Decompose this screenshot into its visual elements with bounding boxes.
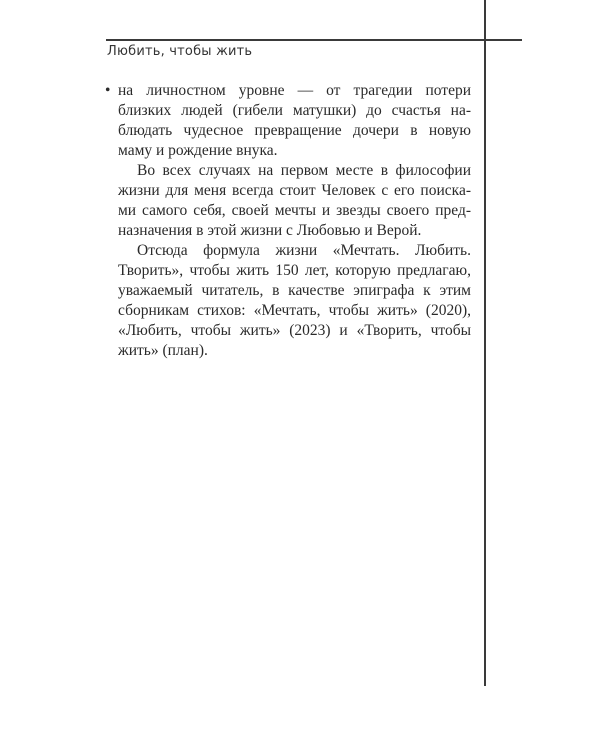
paragraph-1-line-4: назначения в этой жизни с Любовью и Верой.: [118, 222, 422, 239]
paragraph-1-line-3: ми самого себя, своей мечты и звезды своего пред-: [118, 202, 471, 219]
bullet-line-4: маму и рождение внука.: [118, 142, 278, 159]
vertical-rule: [484, 0, 486, 686]
paragraph-2-line-2: Творить», чтобы жить 150 лет, которую предлагаю,: [118, 262, 471, 279]
bullet-line-3: блюдать чудесное превращение дочери в новую: [118, 122, 471, 139]
bullet-line-2: близких людей (гибели матушки) до счастья на-: [118, 102, 471, 119]
paragraph-2-line-3: уважаемый читатель, в качестве эпиграфа к этим: [118, 282, 471, 299]
paragraph-2-line-4: сборникам стихов: «Мечтать, чтобы жить» (2020),: [118, 302, 471, 319]
paragraph-1-line-1: Во всех случаях на первом месте в философии: [137, 162, 471, 179]
paragraph-1-line-2: жизни для меня всегда стоит Человек с его поиска-: [118, 182, 471, 199]
paragraph-1: [118, 161, 471, 241]
paragraph-2-line-1: Отсюда формула жизни «Мечтать. Любить.: [137, 242, 471, 259]
body-text: [105, 81, 471, 361]
paragraph-2: [118, 241, 471, 361]
bullet-line-1: • на личностном уровне — от трагедии потери: [105, 82, 471, 99]
paragraph-2-line-6: жить» (план).: [118, 342, 208, 359]
running-title: Любить, чтобы жить: [107, 44, 253, 59]
paragraph-2-line-5: «Любить, чтобы жить» (2023) и «Творить, чтобы: [118, 322, 471, 339]
bullet-symbol: •: [105, 82, 111, 99]
header-rule: [106, 39, 522, 41]
bullet-item: [105, 81, 471, 161]
